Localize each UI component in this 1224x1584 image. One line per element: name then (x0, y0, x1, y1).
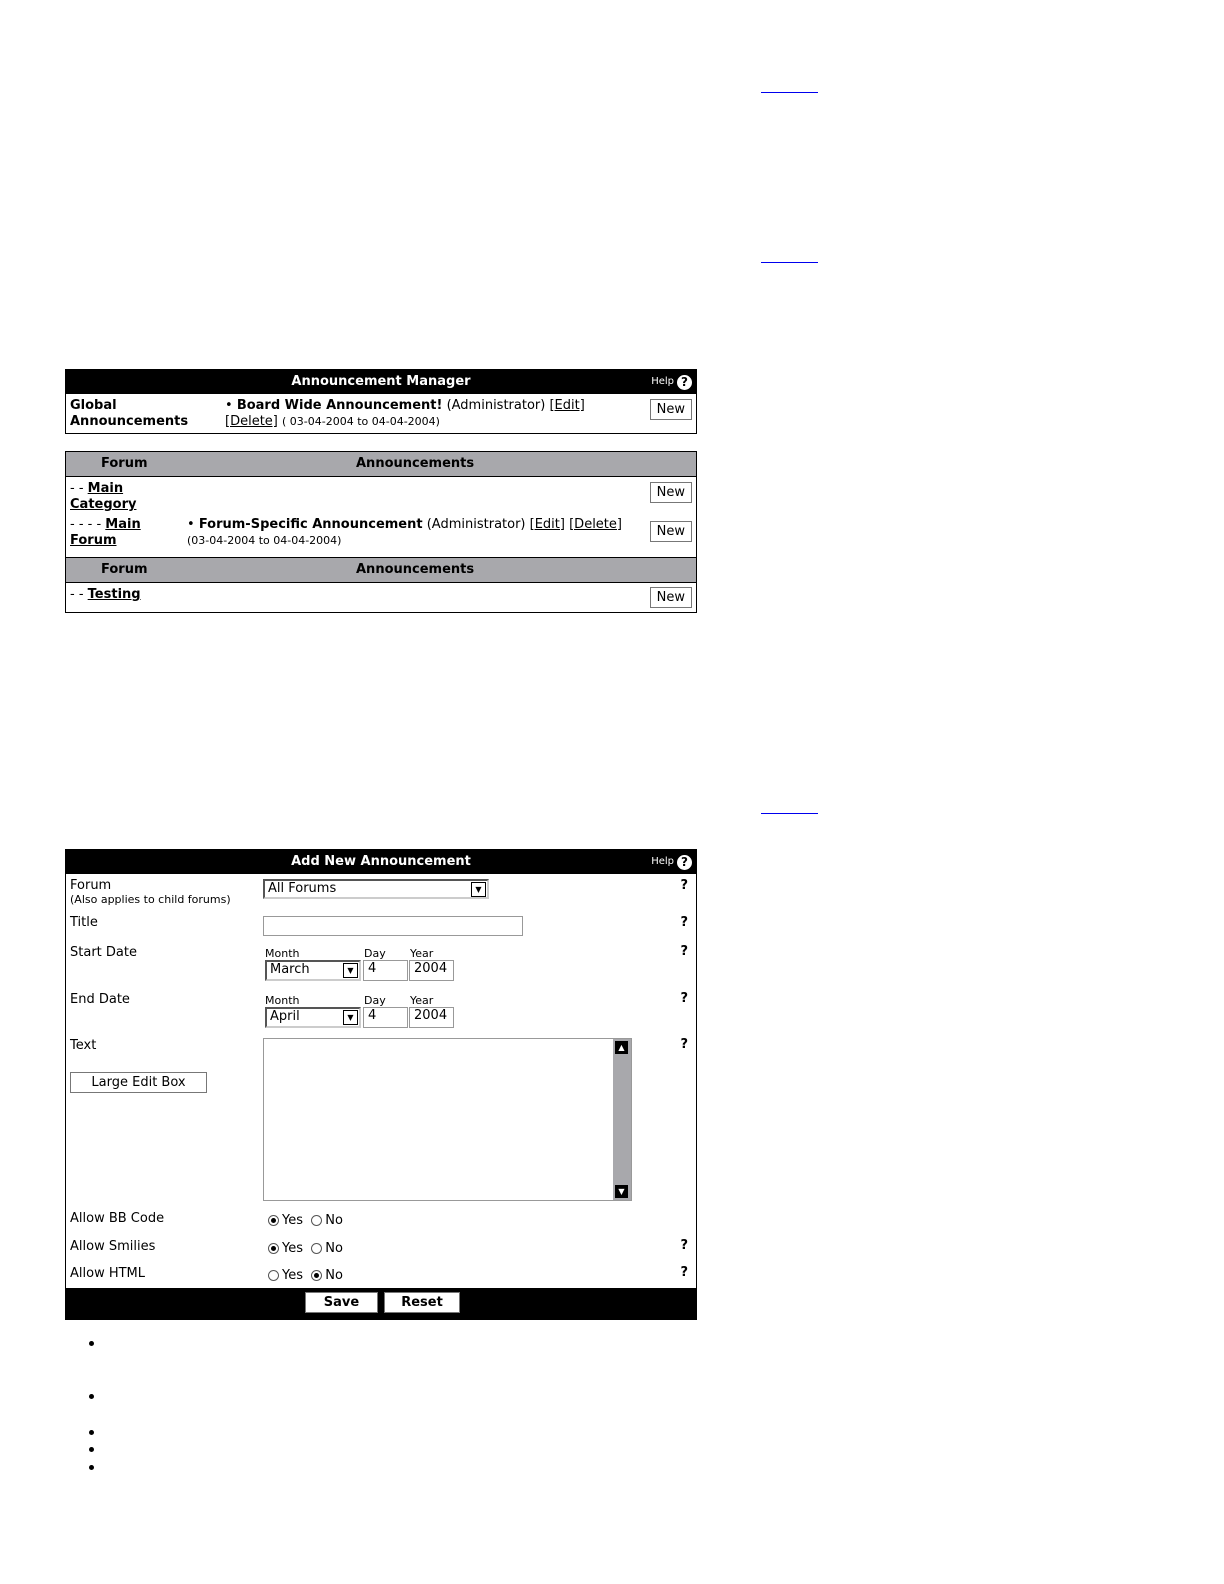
panel-title: Announcement Manager (291, 374, 471, 389)
forum-link-main-forum-cont[interactable]: Forum (70, 533, 117, 548)
yes-label: Yes (282, 1268, 303, 1283)
smilies-label: Allow Smilies (70, 1239, 156, 1254)
start-day-label: Day (364, 947, 386, 960)
large-edit-box-button[interactable]: Large Edit Box (70, 1072, 207, 1093)
end-day-label: Day (364, 994, 386, 1007)
table-row (66, 517, 696, 557)
smilies-no-radio[interactable] (311, 1243, 322, 1254)
form-title: Add New Announcement (291, 854, 471, 869)
delete-link[interactable]: [Delete] (225, 414, 278, 429)
title-label: Title (70, 915, 98, 930)
bbcode-radio-group (268, 1213, 343, 1228)
bbcode-no-radio[interactable] (311, 1215, 322, 1226)
start-month-select[interactable] (265, 960, 361, 981)
text-help-icon[interactable]: ? (680, 1037, 688, 1052)
end-day-input[interactable]: 4 (363, 1007, 408, 1028)
announcement-manager-panel (65, 369, 697, 434)
text-area[interactable] (263, 1038, 632, 1201)
global-announcements-row (66, 394, 696, 434)
html-no-radio[interactable] (311, 1270, 322, 1281)
title-help-icon[interactable]: ? (680, 915, 688, 930)
delete-link[interactable]: [Delete] (569, 517, 622, 532)
help-link[interactable] (651, 850, 692, 874)
forum-link-testing[interactable]: Testing (87, 587, 141, 602)
announcement-manager-header (66, 370, 696, 394)
forum-select[interactable] (263, 879, 489, 899)
help-icon: ? (677, 855, 692, 870)
help-label: Help (651, 376, 674, 387)
html-yes-radio[interactable] (268, 1270, 279, 1281)
end-month-label: Month (265, 994, 300, 1007)
end-date-help-icon[interactable]: ? (680, 991, 688, 1006)
announcement-title: Forum-Specific Announcement (198, 517, 423, 532)
no-label: No (325, 1241, 343, 1256)
chevron-down-icon: ▼ (343, 963, 358, 978)
form-footer (66, 1288, 696, 1319)
help-link[interactable] (651, 370, 692, 394)
edit-link[interactable]: [Edit] (529, 517, 565, 532)
list-item (89, 1394, 94, 1399)
forum-label-group (70, 879, 231, 907)
yes-label: Yes (282, 1213, 303, 1228)
end-date-label: End Date (70, 992, 130, 1007)
edit-link[interactable]: [Edit] (549, 398, 585, 413)
add-announcement-header (66, 850, 696, 874)
chevron-down-icon: ▼ (343, 1010, 358, 1025)
help-icon: ? (677, 375, 692, 390)
start-month-value: March (270, 962, 310, 977)
list-item (89, 1430, 94, 1435)
new-announcement-button[interactable]: New (650, 587, 692, 608)
new-announcement-button[interactable]: New (650, 482, 692, 503)
forum-label: Forum (70, 878, 112, 893)
smilies-help-icon[interactable]: ? (680, 1238, 688, 1253)
yes-label: Yes (282, 1241, 303, 1256)
text-area-scrollbar[interactable] (613, 1039, 631, 1200)
col-forum: Forum (101, 456, 148, 471)
bbcode-label: Allow BB Code (70, 1211, 165, 1226)
bullet: • (225, 398, 233, 413)
col-announcements: Announcements (356, 562, 475, 577)
new-announcement-button[interactable]: New (650, 521, 692, 542)
html-help-icon[interactable]: ? (680, 1265, 688, 1280)
forum-link-main-category[interactable]: Main (87, 481, 124, 496)
reset-button[interactable]: Reset (384, 1292, 460, 1313)
start-month-label: Month (265, 947, 300, 960)
top-link-1[interactable] (761, 92, 818, 93)
save-button[interactable]: Save (305, 1292, 378, 1313)
start-day-input[interactable]: 4 (363, 960, 408, 981)
global-label-line1: Global (70, 398, 117, 413)
depth-prefix: - - - - (70, 517, 106, 532)
depth-prefix: - - (70, 587, 88, 602)
announcement-author: (Administrator) (446, 398, 546, 413)
top-link-2[interactable] (761, 262, 818, 263)
end-month-select[interactable] (265, 1007, 361, 1028)
table-row (66, 477, 696, 517)
start-year-input[interactable]: 2004 (409, 960, 454, 981)
list-item (89, 1465, 94, 1470)
title-input[interactable] (263, 916, 523, 936)
no-label: No (325, 1213, 343, 1228)
smilies-yes-radio[interactable] (268, 1243, 279, 1254)
list-item (89, 1447, 94, 1452)
top-link-3[interactable] (761, 813, 818, 814)
chevron-down-icon: ▼ (471, 882, 486, 897)
end-month-value: April (270, 1009, 300, 1024)
forum-link-main-forum[interactable]: Main (105, 517, 141, 532)
forum-select-value: All Forums (268, 881, 337, 896)
forum-link-main-category-cont[interactable]: Category (70, 497, 137, 512)
global-label-line2: Announcements (70, 414, 189, 429)
end-year-label: Year (410, 994, 434, 1007)
forum-announcements-table (65, 451, 697, 613)
col-forum: Forum (101, 562, 148, 577)
html-label: Allow HTML (70, 1266, 146, 1281)
table-row (66, 583, 696, 613)
help-label: Help (651, 856, 674, 867)
start-year-label: Year (410, 947, 434, 960)
text-label: Text (70, 1038, 97, 1053)
bbcode-yes-radio[interactable] (268, 1215, 279, 1226)
forum-help-icon[interactable]: ? (680, 878, 688, 893)
table-header (66, 452, 696, 477)
announcement-dates: ( 03-04-2004 to 04-04-2004) (282, 415, 440, 428)
start-date-help-icon[interactable]: ? (680, 944, 688, 959)
scroll-up-icon[interactable]: ▲ (615, 1041, 628, 1054)
depth-prefix: - - (70, 481, 88, 496)
list-item (89, 1341, 94, 1346)
bullet: • (187, 517, 195, 532)
announcement-dates: (03-04-2004 to 04-04-2004) (187, 534, 342, 547)
col-announcements: Announcements (356, 456, 475, 471)
add-announcement-form (65, 849, 697, 1320)
scroll-down-icon[interactable]: ▼ (615, 1185, 628, 1198)
start-date-label: Start Date (70, 945, 137, 960)
announcement-title: Board Wide Announcement! (236, 398, 443, 413)
smilies-radio-group (268, 1241, 343, 1256)
end-year-input[interactable]: 2004 (409, 1007, 454, 1028)
forum-sublabel: (Also applies to child forums) (70, 893, 231, 906)
table-header (66, 557, 696, 583)
no-label: No (325, 1268, 343, 1283)
new-global-announcement-button[interactable]: New (650, 399, 692, 420)
announcement-author: (Administrator) (426, 517, 526, 532)
html-radio-group (268, 1268, 343, 1283)
